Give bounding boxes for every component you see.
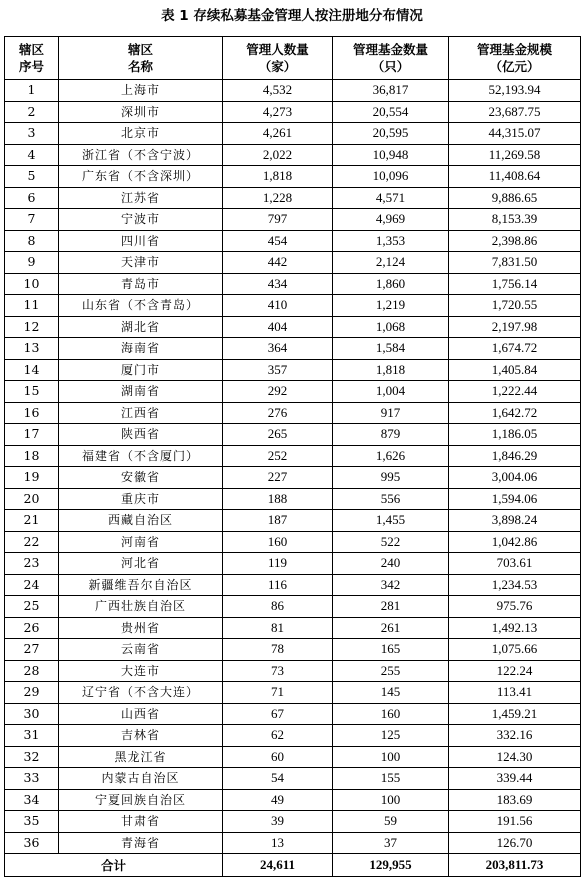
fund-scale: 9,886.65 bbox=[449, 187, 581, 209]
fund-scale: 339.44 bbox=[449, 768, 581, 790]
manager-count: 454 bbox=[223, 230, 333, 252]
region-name: 宁夏回族自治区 bbox=[59, 789, 223, 811]
fund-scale: 1,222.44 bbox=[449, 381, 581, 403]
header-manager-count bbox=[223, 37, 333, 80]
region-name: 宁波市 bbox=[59, 209, 223, 231]
table-row bbox=[5, 295, 581, 317]
table-row bbox=[5, 617, 581, 639]
fund-scale: 975.76 bbox=[449, 596, 581, 618]
fund-count: 1,860 bbox=[333, 273, 449, 295]
table-row bbox=[5, 101, 581, 123]
manager-count: 188 bbox=[223, 488, 333, 510]
table-row bbox=[5, 467, 581, 489]
row-number: 22 bbox=[5, 531, 59, 553]
manager-count: 364 bbox=[223, 338, 333, 360]
row-number: 30 bbox=[5, 703, 59, 725]
fund-scale: 1,720.55 bbox=[449, 295, 581, 317]
fund-scale: 44,315.07 bbox=[449, 123, 581, 145]
region-name: 天津市 bbox=[59, 252, 223, 274]
row-number: 1 bbox=[5, 80, 59, 102]
fund-scale: 332.16 bbox=[449, 725, 581, 747]
fund-count: 1,219 bbox=[333, 295, 449, 317]
table-row bbox=[5, 553, 581, 575]
fund-scale: 1,042.86 bbox=[449, 531, 581, 553]
header-fund-scale-line: 管理基金规模 bbox=[476, 42, 552, 57]
row-number: 29 bbox=[5, 682, 59, 704]
table-row bbox=[5, 574, 581, 596]
fund-scale: 23,687.75 bbox=[449, 101, 581, 123]
manager-count: 227 bbox=[223, 467, 333, 489]
fund-count: 36,817 bbox=[333, 80, 449, 102]
table-header bbox=[5, 37, 581, 80]
table-row bbox=[5, 230, 581, 252]
fund-scale: 7,831.50 bbox=[449, 252, 581, 274]
manager-count: 252 bbox=[223, 445, 333, 467]
fund-scale: 1,459.21 bbox=[449, 703, 581, 725]
region-name: 内蒙古自治区 bbox=[59, 768, 223, 790]
fund-scale: 1,846.29 bbox=[449, 445, 581, 467]
row-number: 13 bbox=[5, 338, 59, 360]
row-number: 11 bbox=[5, 295, 59, 317]
table-body bbox=[5, 80, 581, 854]
table-row bbox=[5, 531, 581, 553]
row-number: 33 bbox=[5, 768, 59, 790]
total-label: 合计 bbox=[5, 854, 223, 877]
row-number: 14 bbox=[5, 359, 59, 381]
fund-scale: 122.24 bbox=[449, 660, 581, 682]
fund-scale: 703.61 bbox=[449, 553, 581, 575]
region-name: 甘肃省 bbox=[59, 811, 223, 833]
header-region-name bbox=[59, 37, 223, 80]
fund-count: 1,818 bbox=[333, 359, 449, 381]
region-name: 重庆市 bbox=[59, 488, 223, 510]
fund-scale: 126.70 bbox=[449, 832, 581, 854]
fund-count: 100 bbox=[333, 789, 449, 811]
fund-count: 10,096 bbox=[333, 166, 449, 188]
table-title: 表 1 存续私募基金管理人按注册地分布情况 bbox=[161, 8, 423, 24]
table-row bbox=[5, 273, 581, 295]
table-row bbox=[5, 144, 581, 166]
manager-count: 1,818 bbox=[223, 166, 333, 188]
row-number: 8 bbox=[5, 230, 59, 252]
table-row bbox=[5, 596, 581, 618]
table-row bbox=[5, 746, 581, 768]
fund-count: 879 bbox=[333, 424, 449, 446]
header-manager-count-line: （家） bbox=[258, 59, 297, 74]
manager-count: 442 bbox=[223, 252, 333, 274]
region-name: 上海市 bbox=[59, 80, 223, 102]
fund-count: 2,124 bbox=[333, 252, 449, 274]
table-row bbox=[5, 789, 581, 811]
fund-count: 20,554 bbox=[333, 101, 449, 123]
manager-count: 54 bbox=[223, 768, 333, 790]
region-name: 湖南省 bbox=[59, 381, 223, 403]
region-name: 吉林省 bbox=[59, 725, 223, 747]
fund-count: 10,948 bbox=[333, 144, 449, 166]
manager-count: 86 bbox=[223, 596, 333, 618]
row-number: 27 bbox=[5, 639, 59, 661]
region-name: 辽宁省（不含大连） bbox=[59, 682, 223, 704]
total-managers: 24,611 bbox=[223, 854, 333, 877]
region-name: 贵州省 bbox=[59, 617, 223, 639]
region-name: 海南省 bbox=[59, 338, 223, 360]
header-fund-count-line: （只） bbox=[371, 59, 410, 74]
fund-scale: 52,193.94 bbox=[449, 80, 581, 102]
manager-count: 265 bbox=[223, 424, 333, 446]
table-row bbox=[5, 338, 581, 360]
region-name: 浙江省（不含宁波） bbox=[59, 144, 223, 166]
region-name: 北京市 bbox=[59, 123, 223, 145]
header-fund-scale bbox=[449, 37, 581, 80]
fund-count: 995 bbox=[333, 467, 449, 489]
manager-count: 81 bbox=[223, 617, 333, 639]
region-name: 广东省（不含深圳） bbox=[59, 166, 223, 188]
manager-count: 434 bbox=[223, 273, 333, 295]
manager-count: 60 bbox=[223, 746, 333, 768]
fund-scale: 8,153.39 bbox=[449, 209, 581, 231]
fund-count: 1,584 bbox=[333, 338, 449, 360]
manager-count: 67 bbox=[223, 703, 333, 725]
table-row bbox=[5, 187, 581, 209]
fund-count: 1,626 bbox=[333, 445, 449, 467]
fund-scale: 191.56 bbox=[449, 811, 581, 833]
manager-count: 4,532 bbox=[223, 80, 333, 102]
fund-count: 1,004 bbox=[333, 381, 449, 403]
manager-count: 160 bbox=[223, 531, 333, 553]
row-number: 19 bbox=[5, 467, 59, 489]
region-name: 山东省（不含青岛） bbox=[59, 295, 223, 317]
manager-count: 797 bbox=[223, 209, 333, 231]
fund-count: 145 bbox=[333, 682, 449, 704]
fund-scale: 3,898.24 bbox=[449, 510, 581, 532]
fund-scale: 1,405.84 bbox=[449, 359, 581, 381]
table-row bbox=[5, 359, 581, 381]
row-number: 24 bbox=[5, 574, 59, 596]
fund-scale: 1,642.72 bbox=[449, 402, 581, 424]
manager-count: 71 bbox=[223, 682, 333, 704]
fund-count: 4,969 bbox=[333, 209, 449, 231]
header-region-no-line: 序号 bbox=[18, 59, 44, 74]
manager-count: 73 bbox=[223, 660, 333, 682]
header-region-name-line: 名称 bbox=[127, 59, 153, 74]
row-number: 12 bbox=[5, 316, 59, 338]
fund-count: 1,353 bbox=[333, 230, 449, 252]
registration-distribution-table bbox=[4, 36, 581, 877]
header-region-name-line: 辖区 bbox=[127, 42, 153, 57]
table-row bbox=[5, 488, 581, 510]
row-number: 34 bbox=[5, 789, 59, 811]
header-fund-count-line: 管理基金数量 bbox=[352, 42, 428, 57]
row-number: 3 bbox=[5, 123, 59, 145]
fund-scale: 2,398.86 bbox=[449, 230, 581, 252]
table-row bbox=[5, 811, 581, 833]
manager-count: 49 bbox=[223, 789, 333, 811]
row-number: 18 bbox=[5, 445, 59, 467]
header-region-no bbox=[5, 37, 59, 80]
row-number: 36 bbox=[5, 832, 59, 854]
row-number: 10 bbox=[5, 273, 59, 295]
region-name: 新疆维吾尔自治区 bbox=[59, 574, 223, 596]
fund-count: 160 bbox=[333, 703, 449, 725]
fund-count: 342 bbox=[333, 574, 449, 596]
manager-count: 4,273 bbox=[223, 101, 333, 123]
fund-count: 255 bbox=[333, 660, 449, 682]
manager-count: 62 bbox=[223, 725, 333, 747]
fund-count: 165 bbox=[333, 639, 449, 661]
fund-count: 1,455 bbox=[333, 510, 449, 532]
row-number: 6 bbox=[5, 187, 59, 209]
fund-scale: 1,594.06 bbox=[449, 488, 581, 510]
region-name: 深圳市 bbox=[59, 101, 223, 123]
region-name: 安徽省 bbox=[59, 467, 223, 489]
fund-scale: 183.69 bbox=[449, 789, 581, 811]
region-name: 湖北省 bbox=[59, 316, 223, 338]
manager-count: 78 bbox=[223, 639, 333, 661]
table-row bbox=[5, 639, 581, 661]
fund-scale: 1,075.66 bbox=[449, 639, 581, 661]
fund-scale: 124.30 bbox=[449, 746, 581, 768]
table-row bbox=[5, 316, 581, 338]
fund-scale: 113.41 bbox=[449, 682, 581, 704]
fund-scale: 1,186.05 bbox=[449, 424, 581, 446]
fund-scale: 1,756.14 bbox=[449, 273, 581, 295]
table-row bbox=[5, 725, 581, 747]
table-row bbox=[5, 123, 581, 145]
region-name: 云南省 bbox=[59, 639, 223, 661]
table-footer bbox=[5, 854, 581, 877]
manager-count: 119 bbox=[223, 553, 333, 575]
region-name: 厦门市 bbox=[59, 359, 223, 381]
fund-count: 59 bbox=[333, 811, 449, 833]
manager-count: 4,261 bbox=[223, 123, 333, 145]
manager-count: 2,022 bbox=[223, 144, 333, 166]
row-number: 7 bbox=[5, 209, 59, 231]
table-row bbox=[5, 703, 581, 725]
fund-scale: 1,234.53 bbox=[449, 574, 581, 596]
row-number: 28 bbox=[5, 660, 59, 682]
region-name: 福建省（不含厦门） bbox=[59, 445, 223, 467]
region-name: 黑龙江省 bbox=[59, 746, 223, 768]
region-name: 江西省 bbox=[59, 402, 223, 424]
fund-count: 4,571 bbox=[333, 187, 449, 209]
table-row bbox=[5, 682, 581, 704]
fund-scale: 2,197.98 bbox=[449, 316, 581, 338]
fund-count: 522 bbox=[333, 531, 449, 553]
region-name: 青岛市 bbox=[59, 273, 223, 295]
manager-count: 39 bbox=[223, 811, 333, 833]
region-name: 西藏自治区 bbox=[59, 510, 223, 532]
fund-count: 37 bbox=[333, 832, 449, 854]
row-number: 31 bbox=[5, 725, 59, 747]
header-fund-scale-line: （亿元） bbox=[489, 59, 540, 74]
manager-count: 13 bbox=[223, 832, 333, 854]
table-row bbox=[5, 80, 581, 102]
row-number: 35 bbox=[5, 811, 59, 833]
manager-count: 292 bbox=[223, 381, 333, 403]
total-row bbox=[5, 854, 581, 877]
row-number: 26 bbox=[5, 617, 59, 639]
fund-count: 125 bbox=[333, 725, 449, 747]
row-number: 32 bbox=[5, 746, 59, 768]
header-manager-count-line: 管理人数量 bbox=[246, 42, 309, 57]
region-name: 大连市 bbox=[59, 660, 223, 682]
row-number: 20 bbox=[5, 488, 59, 510]
manager-count: 404 bbox=[223, 316, 333, 338]
manager-count: 1,228 bbox=[223, 187, 333, 209]
fund-count: 155 bbox=[333, 768, 449, 790]
table-row bbox=[5, 252, 581, 274]
header-region-no-line: 辖区 bbox=[18, 42, 44, 57]
table-row bbox=[5, 660, 581, 682]
table-row bbox=[5, 832, 581, 854]
header-row bbox=[5, 37, 581, 80]
manager-count: 187 bbox=[223, 510, 333, 532]
table-row bbox=[5, 209, 581, 231]
region-name: 四川省 bbox=[59, 230, 223, 252]
manager-count: 357 bbox=[223, 359, 333, 381]
fund-count: 261 bbox=[333, 617, 449, 639]
fund-scale: 1,492.13 bbox=[449, 617, 581, 639]
fund-scale: 1,674.72 bbox=[449, 338, 581, 360]
region-name: 江苏省 bbox=[59, 187, 223, 209]
row-number: 16 bbox=[5, 402, 59, 424]
row-number: 5 bbox=[5, 166, 59, 188]
fund-count: 240 bbox=[333, 553, 449, 575]
row-number: 21 bbox=[5, 510, 59, 532]
fund-scale: 3,004.06 bbox=[449, 467, 581, 489]
row-number: 9 bbox=[5, 252, 59, 274]
fund-count: 1,068 bbox=[333, 316, 449, 338]
fund-scale: 11,408.64 bbox=[449, 166, 581, 188]
header-fund-count bbox=[333, 37, 449, 80]
fund-count: 917 bbox=[333, 402, 449, 424]
fund-count: 281 bbox=[333, 596, 449, 618]
row-number: 2 bbox=[5, 101, 59, 123]
region-name: 河南省 bbox=[59, 531, 223, 553]
fund-count: 100 bbox=[333, 746, 449, 768]
table-row bbox=[5, 510, 581, 532]
row-number: 23 bbox=[5, 553, 59, 575]
region-name: 青海省 bbox=[59, 832, 223, 854]
manager-count: 410 bbox=[223, 295, 333, 317]
manager-count: 116 bbox=[223, 574, 333, 596]
region-name: 陕西省 bbox=[59, 424, 223, 446]
row-number: 17 bbox=[5, 424, 59, 446]
table-row bbox=[5, 166, 581, 188]
region-name: 山西省 bbox=[59, 703, 223, 725]
region-name: 广西壮族自治区 bbox=[59, 596, 223, 618]
table-row bbox=[5, 424, 581, 446]
fund-count: 556 bbox=[333, 488, 449, 510]
table-row bbox=[5, 402, 581, 424]
total-funds: 129,955 bbox=[333, 854, 449, 877]
manager-count: 276 bbox=[223, 402, 333, 424]
region-name: 河北省 bbox=[59, 553, 223, 575]
table-row bbox=[5, 381, 581, 403]
row-number: 25 bbox=[5, 596, 59, 618]
total-scale: 203,811.73 bbox=[449, 854, 581, 877]
row-number: 4 bbox=[5, 144, 59, 166]
row-number: 15 bbox=[5, 381, 59, 403]
fund-count: 20,595 bbox=[333, 123, 449, 145]
table-row bbox=[5, 445, 581, 467]
fund-scale: 11,269.58 bbox=[449, 144, 581, 166]
table-row bbox=[5, 768, 581, 790]
